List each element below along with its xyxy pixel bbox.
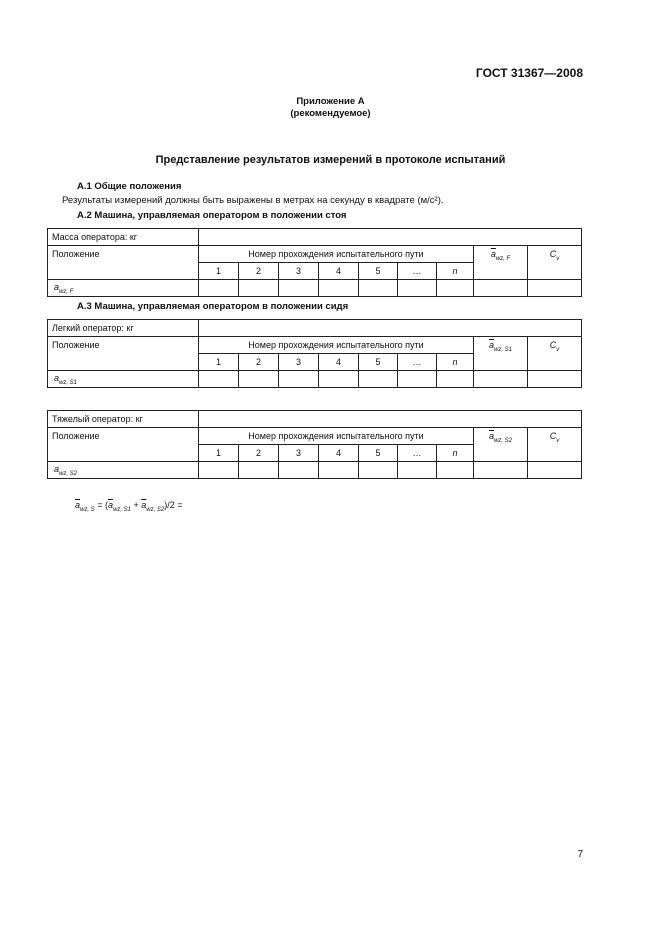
pass-header-4: 4 bbox=[319, 445, 359, 462]
pass-header-ellipsis: … bbox=[398, 263, 437, 280]
pass-header-1: 1 bbox=[199, 445, 239, 462]
position-header: Положение bbox=[48, 337, 199, 371]
appendix-heading bbox=[0, 96, 661, 120]
value-cell[interactable] bbox=[319, 462, 359, 479]
section-a1-text: Результаты измерений должны быть выражены в метрах на секунду в квадрате (м/с²). bbox=[62, 195, 444, 206]
row-label: $a_{wz, S1}$ bbox=[48, 371, 199, 388]
table-row bbox=[48, 229, 582, 246]
pass-header-3: 3 bbox=[279, 445, 319, 462]
average-header: $\overline{a}_{wz, S1}$ bbox=[474, 337, 528, 371]
operator-mass-label: Легкий оператор: кг bbox=[48, 320, 199, 337]
value-cell[interactable] bbox=[437, 280, 474, 297]
value-cell[interactable] bbox=[474, 280, 528, 297]
table-row bbox=[48, 246, 582, 263]
pass-number-header: Номер прохождения испытательного пути bbox=[199, 428, 474, 445]
table-row bbox=[48, 320, 582, 337]
value-cell[interactable] bbox=[239, 462, 279, 479]
value-cell[interactable] bbox=[437, 462, 474, 479]
value-cell[interactable] bbox=[359, 462, 398, 479]
value-cell[interactable] bbox=[319, 280, 359, 297]
appendix-subtitle: (рекомендуемое) bbox=[290, 108, 371, 119]
page-number: 7 bbox=[577, 849, 583, 860]
row-label: $a_{wz, S2}$ bbox=[48, 462, 199, 479]
value-cell[interactable] bbox=[398, 462, 437, 479]
section-a1-heading: А.1 Общие положения bbox=[77, 181, 182, 192]
table-row bbox=[48, 428, 582, 445]
value-cell[interactable] bbox=[199, 280, 239, 297]
pass-header-2: 2 bbox=[239, 263, 279, 280]
average-header: $\overline{a}_{wz, F}$ bbox=[474, 246, 528, 280]
operator-mass-label: Тяжелый оператор: кг bbox=[48, 411, 199, 428]
pass-header-3: 3 bbox=[279, 354, 319, 371]
pass-header-1: 1 bbox=[199, 354, 239, 371]
main-title: Представление результатов измерений в протоколе испытаний bbox=[155, 154, 506, 166]
pass-header-n: n bbox=[437, 445, 474, 462]
value-cell[interactable] bbox=[528, 462, 582, 479]
section-a3-heading: А.3 Машина, управляемая оператором в положении сидя bbox=[77, 301, 349, 312]
pass-header-4: 4 bbox=[319, 354, 359, 371]
position-header: Положение bbox=[48, 246, 199, 280]
value-cell[interactable] bbox=[199, 371, 239, 388]
pass-header-2: 2 bbox=[239, 354, 279, 371]
value-cell[interactable] bbox=[199, 462, 239, 479]
value-cell[interactable] bbox=[528, 280, 582, 297]
pass-header-3: 3 bbox=[279, 263, 319, 280]
value-cell[interactable] bbox=[239, 371, 279, 388]
operator-mass-value[interactable] bbox=[199, 411, 582, 428]
pass-header-2: 2 bbox=[239, 445, 279, 462]
cv-header: $C_v$ bbox=[528, 428, 582, 462]
pass-number-header: Номер прохождения испытательного пути bbox=[199, 246, 474, 263]
pass-header-n: n bbox=[437, 263, 474, 280]
table-row bbox=[48, 462, 582, 479]
pass-header-5: 5 bbox=[359, 263, 398, 280]
value-cell[interactable] bbox=[474, 462, 528, 479]
value-cell[interactable] bbox=[474, 371, 528, 388]
operator-mass-value[interactable] bbox=[199, 229, 582, 246]
average-formula: $\overline{a}_{wz, S} = (\overline{a}_{wz, S1} + \overline{a}_{wz, S2})/2$ = bbox=[75, 500, 183, 513]
row-label: $a_{wz, F}$ bbox=[48, 280, 199, 297]
operator-mass-label: Масса оператора: кг bbox=[48, 229, 199, 246]
value-cell[interactable] bbox=[239, 280, 279, 297]
value-cell[interactable] bbox=[359, 280, 398, 297]
value-cell[interactable] bbox=[398, 280, 437, 297]
value-cell[interactable] bbox=[279, 280, 319, 297]
operator-mass-value[interactable] bbox=[199, 320, 582, 337]
pass-header-4: 4 bbox=[319, 263, 359, 280]
value-cell[interactable] bbox=[528, 371, 582, 388]
pass-header-ellipsis: … bbox=[398, 445, 437, 462]
pass-header-ellipsis: … bbox=[398, 354, 437, 371]
table-row bbox=[48, 411, 582, 428]
value-cell[interactable] bbox=[437, 371, 474, 388]
appendix-title: Приложение А bbox=[296, 96, 365, 107]
pass-header-1: 1 bbox=[199, 263, 239, 280]
pass-number-header: Номер прохождения испытательного пути bbox=[199, 337, 474, 354]
document-code: ГОСТ 31367—2008 bbox=[475, 66, 583, 80]
value-cell[interactable] bbox=[398, 371, 437, 388]
table-row bbox=[48, 371, 582, 388]
results-table-light-operator bbox=[47, 319, 582, 388]
position-header: Положение bbox=[48, 428, 199, 462]
value-cell[interactable] bbox=[319, 371, 359, 388]
value-cell[interactable] bbox=[359, 371, 398, 388]
pass-header-5: 5 bbox=[359, 445, 398, 462]
cv-header: $C_v$ bbox=[528, 337, 582, 371]
table-row bbox=[48, 280, 582, 297]
cv-header: $C_v$ bbox=[528, 246, 582, 280]
section-a2-heading: А.2 Машина, управляемая оператором в положении стоя bbox=[77, 210, 347, 221]
value-cell[interactable] bbox=[279, 462, 319, 479]
pass-header-5: 5 bbox=[359, 354, 398, 371]
value-cell[interactable] bbox=[279, 371, 319, 388]
results-table-standing bbox=[47, 228, 582, 297]
results-table-heavy-operator bbox=[47, 410, 582, 479]
pass-header-n: n bbox=[437, 354, 474, 371]
table-row bbox=[48, 337, 582, 354]
average-header: $\overline{a}_{wz, S2}$ bbox=[474, 428, 528, 462]
